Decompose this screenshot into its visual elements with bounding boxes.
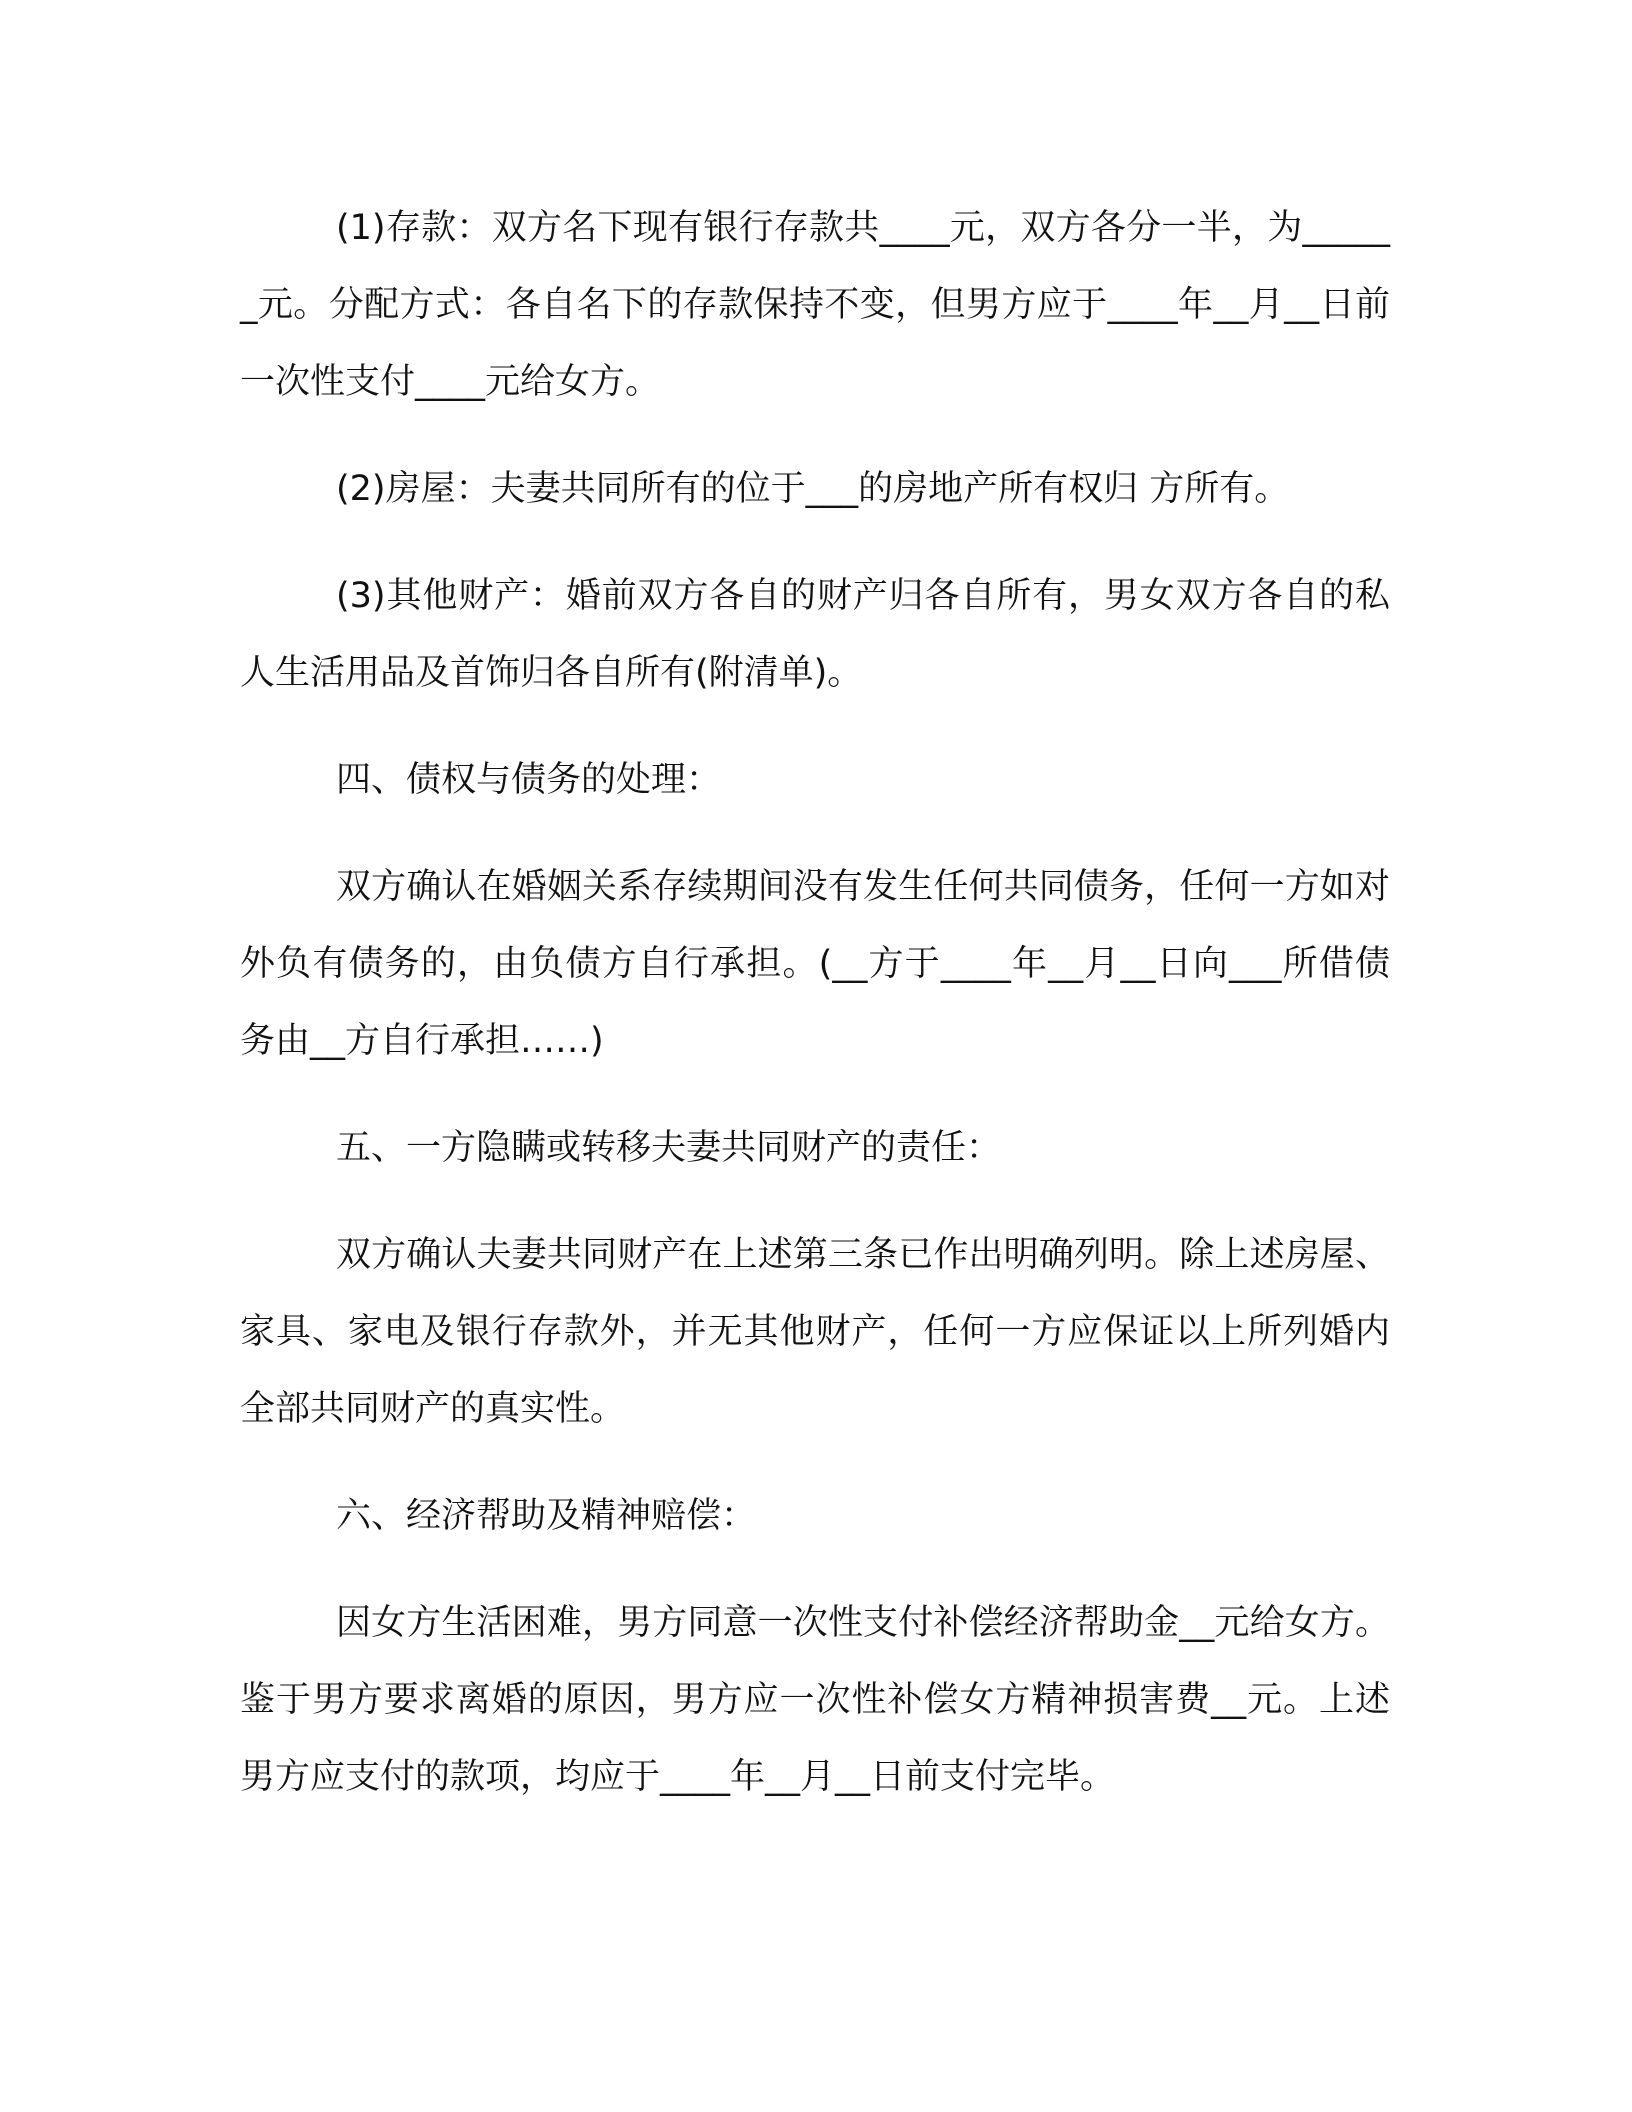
section-heading-debts: 四、债权与债务的处理： [336, 760, 722, 800]
clause-other-property: (3)其他财产：婚前双方各自的财产归各自所有，男女双方各自的私人生活用品及首饰归各自所有(附清单)。 [240, 576, 1390, 693]
clause-debts: 双方确认在婚姻关系存续期间没有发生任何共同债务，任何一方如对外负有债务的，由负债方自行承担。(__方于____年__月__日向___所借债务由__方自行承担……) [240, 867, 1390, 1061]
clause-house: (2)房屋：夫妻共同所有的位于___的房地产所有权归 方所有。 [336, 469, 1290, 509]
clause-compensation: 因女方生活困难，男方同意一次性支付补偿经济帮助金__元给女方。鉴于男方要求离婚的原因，男方应一次性补偿女方精神损害费__元。上述男方应支付的款项，均应于____年__月__日前支付完毕。 [240, 1603, 1390, 1797]
section-heading-compensation: 六、经济帮助及精神赔偿： [336, 1496, 757, 1536]
clause-concealment: 双方确认夫妻共同财产在上述第三条已作出明确列明。除上述房屋、家具、家电及银行存款外，并无其他财产，任何一方应保证以上所列婚内全部共同财产的真实性。 [240, 1235, 1390, 1429]
document-body [240, 190, 1390, 1846]
section-heading-concealment: 五、一方隐瞒或转移夫妻共同财产的责任： [336, 1128, 1002, 1168]
clause-deposit: (1)存款：双方名下现有银行存款共____元，双方各分一半，为______元。分配方式：各自名下的存款保持不变，但男方应于____年__月__日前一次性支付____元给女方。 [240, 208, 1390, 402]
